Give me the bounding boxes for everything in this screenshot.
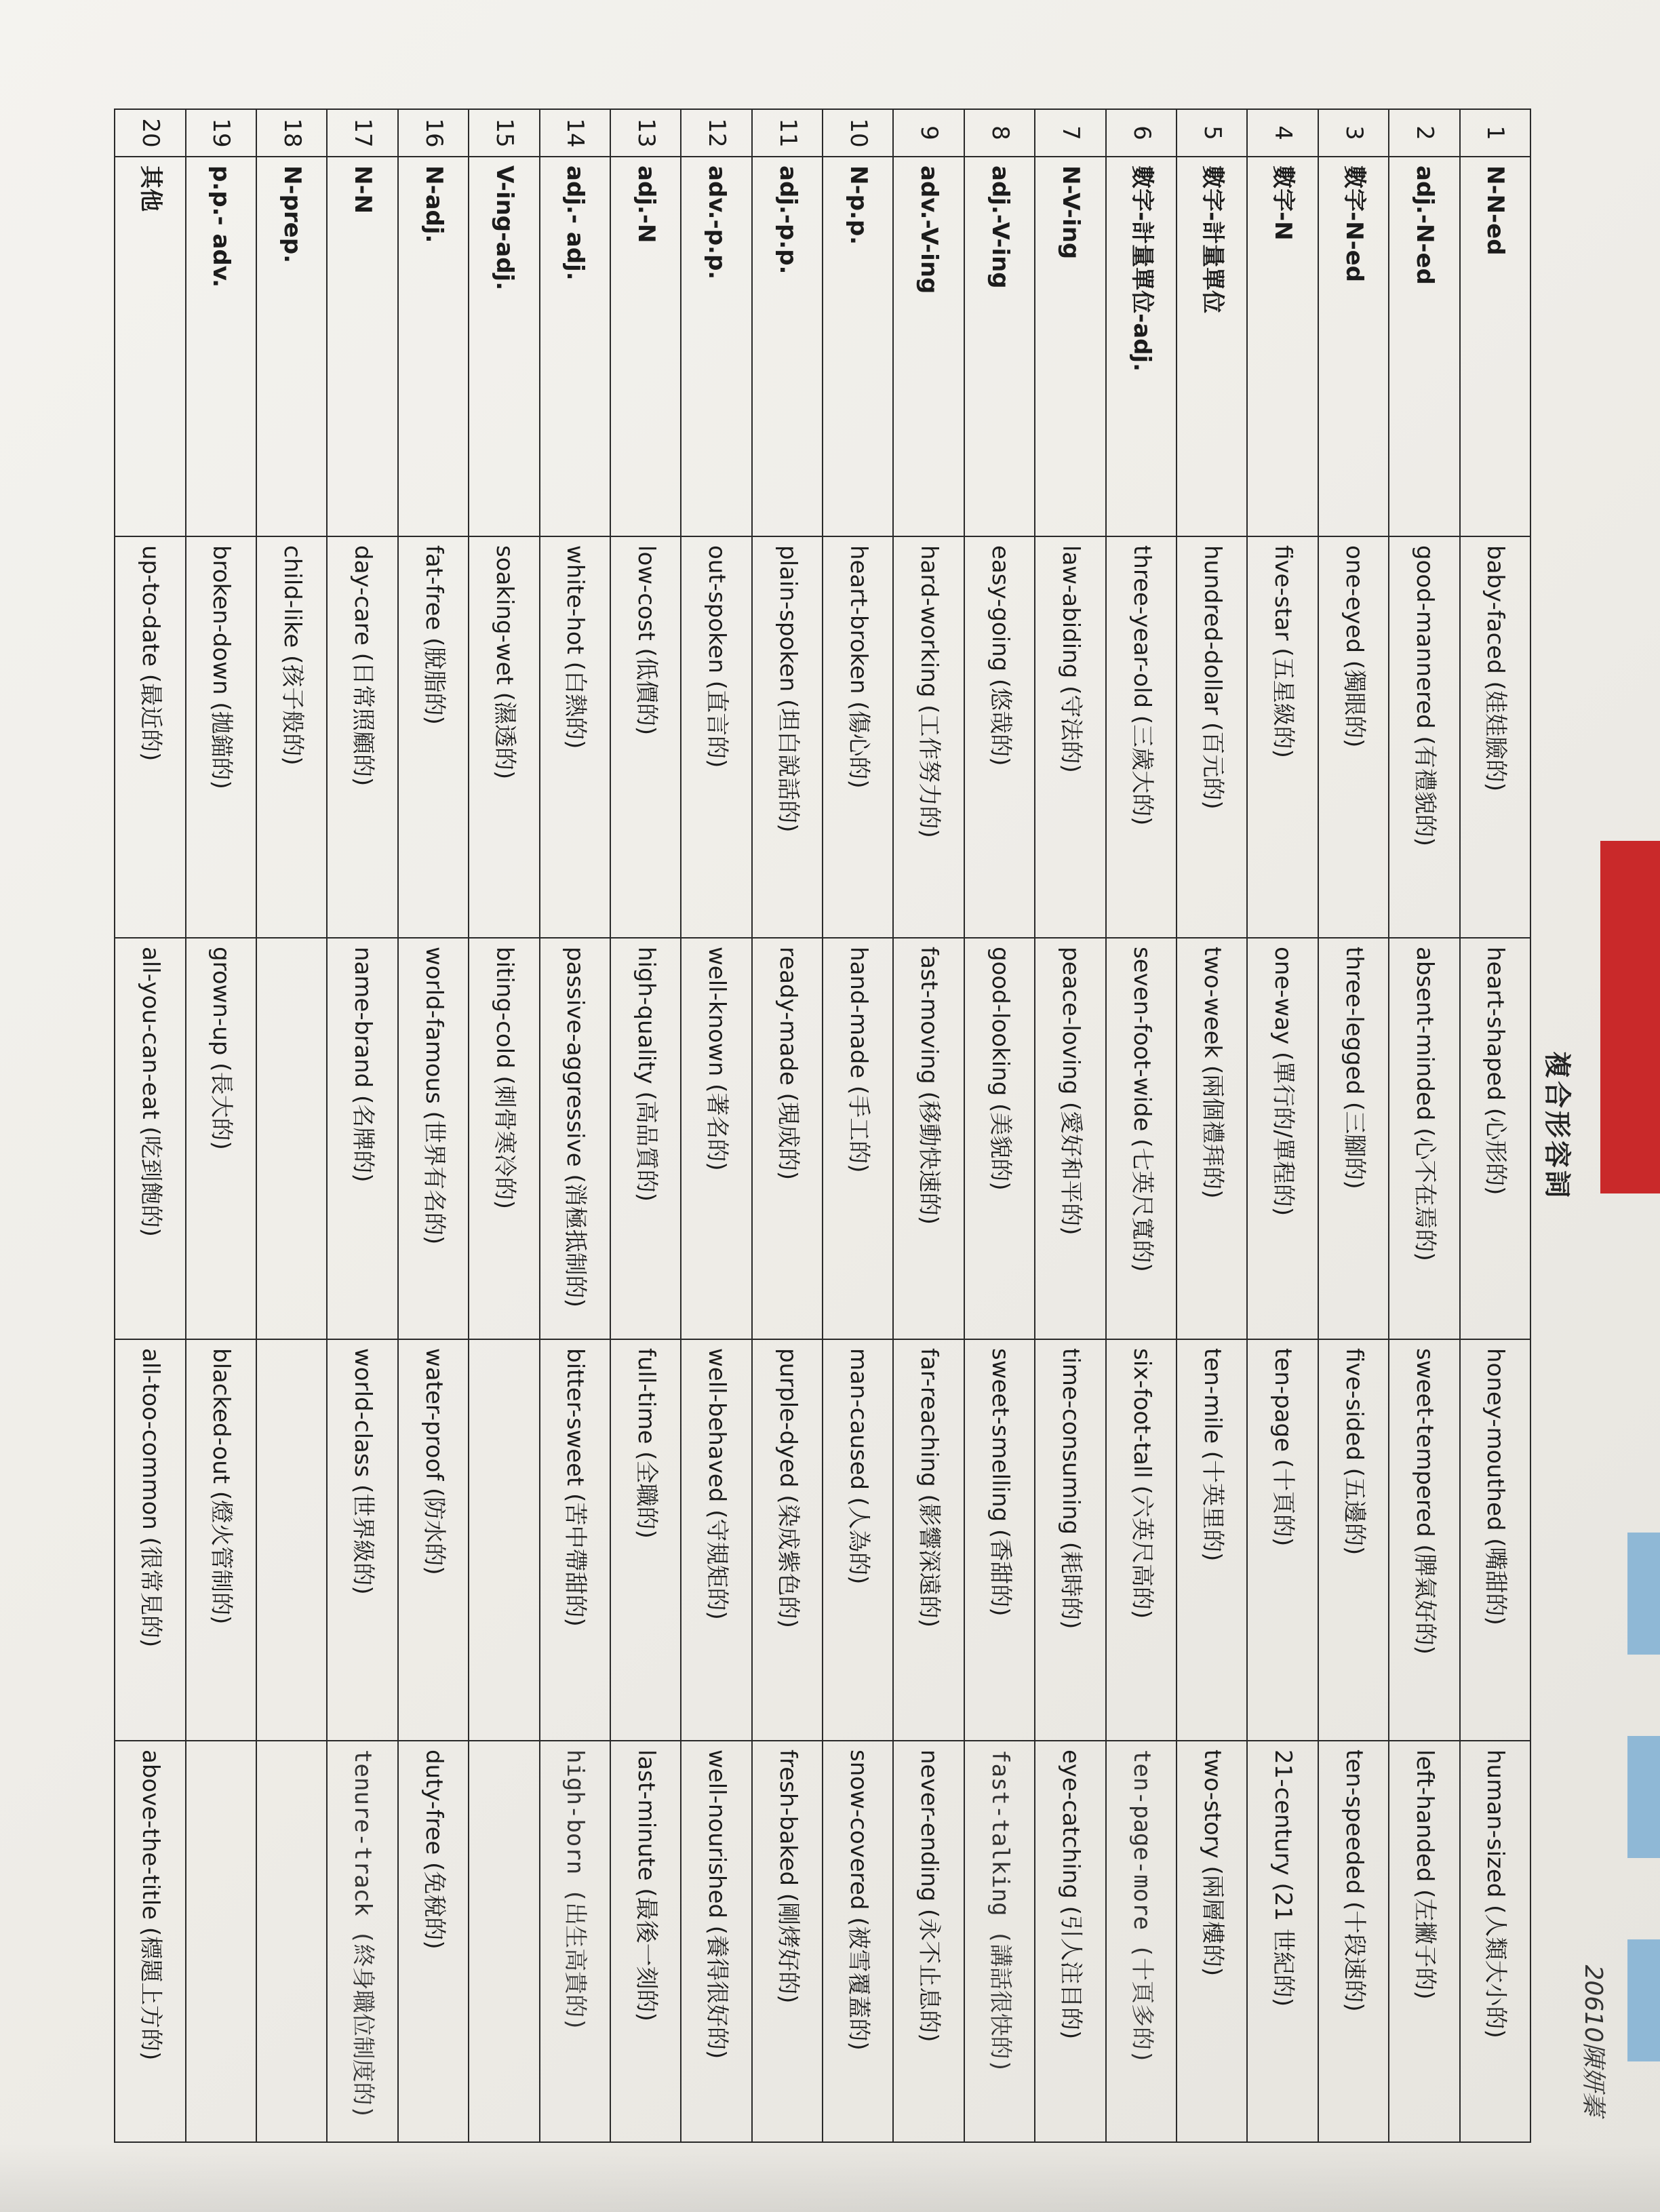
example-cell: two-story (兩層樓的) — [1177, 1741, 1247, 2142]
example-cell: ten-mile (十英里的) — [1177, 1339, 1247, 1741]
table-row — [1177, 109, 1247, 2142]
example-cell: five-star (五星級的) — [1247, 536, 1318, 938]
row-number: 6 — [1106, 109, 1177, 157]
example-cell — [256, 1339, 327, 1741]
example-cell: high-quality (高品質的) — [610, 938, 681, 1339]
pattern-cell: V-ing-adj. — [469, 157, 539, 536]
example-cell: seven-foot-wide (七英尺寬的) — [1106, 938, 1177, 1339]
example-cell: three-year-old (三歲大的) — [1106, 536, 1177, 938]
row-number: 17 — [327, 109, 397, 157]
example-cell: world-famous (世界有名的) — [398, 938, 469, 1339]
example-cell: fast-talking (講話很快的) — [964, 1741, 1035, 2142]
example-cell: heart-shaped (心形的) — [1460, 938, 1530, 1339]
row-number: 5 — [1177, 109, 1247, 157]
example-cell: sweet-smelling (香甜的) — [964, 1339, 1035, 1741]
example-cell: biting-cold (刺骨寒冷的) — [469, 938, 539, 1339]
example-cell: far-reaching (影響深遠的) — [893, 1339, 964, 1741]
row-number: 13 — [610, 109, 681, 157]
example-cell: broken-down (拋錨的) — [186, 536, 256, 938]
example-cell: 21-century (21 世紀的) — [1247, 1741, 1318, 2142]
example-cell: eye-catching (引人注目的) — [1035, 1741, 1105, 2142]
example-cell: blacked-out (燈火管制的) — [186, 1339, 256, 1741]
example-cell: well-behaved (守規矩的) — [681, 1339, 751, 1741]
row-number: 3 — [1318, 109, 1389, 157]
example-cell: baby-faced (娃娃臉的) — [1460, 536, 1530, 938]
example-cell: well-known (著名的) — [681, 938, 751, 1339]
table-row — [1106, 109, 1177, 2142]
pattern-cell: 數字-N-ed — [1318, 157, 1389, 536]
example-cell: passive-aggressive (消極抵制的) — [540, 938, 610, 1339]
row-number: 12 — [681, 109, 751, 157]
row-number: 15 — [469, 109, 539, 157]
example-cell: three-legged (三腳的) — [1318, 938, 1389, 1339]
example-cell: well-nourished (養得很好的) — [681, 1741, 751, 2142]
example-cell — [256, 938, 327, 1339]
pattern-cell: N-prep. — [256, 157, 327, 536]
example-cell: good-mannered (有禮貌的) — [1389, 536, 1459, 938]
pattern-cell: 數字-計量單位-adj. — [1106, 157, 1177, 536]
pattern-cell: N-adj. — [398, 157, 469, 536]
example-cell: up-to-date (最近的) — [115, 536, 186, 938]
example-cell: left-handed (左撇子的) — [1389, 1741, 1459, 2142]
example-cell: sweet-tempered (脾氣好的) — [1389, 1339, 1459, 1741]
example-cell: hundred-dollar (百元的) — [1177, 536, 1247, 938]
example-cell: all-too-common (很常見的) — [115, 1339, 186, 1741]
example-cell: ten-page (十頁的) — [1247, 1339, 1318, 1741]
table-row — [681, 109, 751, 2142]
example-cell: law-abiding (守法的) — [1035, 536, 1105, 938]
shadow — [0, 2143, 1660, 2212]
example-cell — [186, 1741, 256, 2142]
example-cell: honey-mouthed (嘴甜的) — [1460, 1339, 1530, 1741]
row-number: 20 — [115, 109, 186, 157]
example-cell — [469, 1741, 539, 2142]
example-cell: bitter-sweet (苦中帶甜的) — [540, 1339, 610, 1741]
example-cell: peace-loving (愛好和平的) — [1035, 938, 1105, 1339]
example-cell: above-the-title (標題上方的) — [115, 1741, 186, 2142]
author-signature: 20610陳妍蓁 — [1579, 1964, 1607, 2116]
table-row — [327, 109, 397, 2142]
pattern-cell: adv.-p.p. — [681, 157, 751, 536]
table-row — [1389, 109, 1459, 2142]
example-cell: white-hot (白熱的) — [540, 536, 610, 938]
table-row — [610, 109, 681, 2142]
row-number: 18 — [256, 109, 327, 157]
example-cell: out-spoken (直言的) — [681, 536, 751, 938]
example-cell: water-proof (防水的) — [398, 1339, 469, 1741]
table-row — [469, 109, 539, 2142]
table-row — [964, 109, 1035, 2142]
table-row — [1318, 109, 1389, 2142]
example-cell: six-foot-tall (六英尺高的) — [1106, 1339, 1177, 1741]
row-number: 8 — [964, 109, 1035, 157]
example-cell: man-caused (人為的) — [823, 1339, 893, 1741]
row-number: 11 — [752, 109, 823, 157]
pattern-cell: adj.- adj. — [540, 157, 610, 536]
row-number: 19 — [186, 109, 256, 157]
example-cell: fast-moving (移動快速的) — [893, 938, 964, 1339]
example-cell: one-eyed (獨眼的) — [1318, 536, 1389, 938]
example-cell: all-you-can-eat (吃到飽的) — [115, 938, 186, 1339]
example-cell: five-sided (五邊的) — [1318, 1339, 1389, 1741]
table-row — [752, 109, 823, 2142]
pattern-cell: adj.-N-ed — [1389, 157, 1459, 536]
example-cell: one-way (單行的/單程的) — [1247, 938, 1318, 1339]
table-row — [823, 109, 893, 2142]
example-cell: low-cost (低價的) — [610, 536, 681, 938]
document-title: 複合形容詞 — [1541, 1051, 1573, 1200]
row-number: 16 — [398, 109, 469, 157]
example-cell: heart-broken (傷心的) — [823, 536, 893, 938]
table-row — [1035, 109, 1105, 2142]
pattern-cell: adj.-p.p. — [752, 157, 823, 536]
example-cell: two-week (兩個禮拜的) — [1177, 938, 1247, 1339]
row-number: 10 — [823, 109, 893, 157]
example-cell: grown-up (長大的) — [186, 938, 256, 1339]
example-cell: high-born (出生高貴的) — [540, 1741, 610, 2142]
pattern-cell: adj.-N — [610, 157, 681, 536]
example-cell: time-consuming (耗時的) — [1035, 1339, 1105, 1741]
example-cell: soaking-wet (濕透的) — [469, 536, 539, 938]
example-cell: hand-made (手工的) — [823, 938, 893, 1339]
pattern-cell: 數字-計量單位 — [1177, 157, 1247, 536]
row-number: 1 — [1460, 109, 1530, 157]
pattern-cell: N-N — [327, 157, 397, 536]
pattern-cell: adj.-V-ing — [964, 157, 1035, 536]
example-cell: human-sized (人類大小的) — [1460, 1741, 1530, 2142]
pattern-cell: adv.-V-ing — [893, 157, 964, 536]
row-number: 4 — [1247, 109, 1318, 157]
table-row — [256, 109, 327, 2142]
example-cell — [256, 1741, 327, 2142]
example-cell: good-looking (美貌的) — [964, 938, 1035, 1339]
pattern-cell: N-p.p. — [823, 157, 893, 536]
example-cell: plain-spoken (坦白說話的) — [752, 536, 823, 938]
pattern-cell: p.p.- adv. — [186, 157, 256, 536]
example-cell: hard-working (工作努力的) — [893, 536, 964, 938]
example-cell: full-time (全職的) — [610, 1339, 681, 1741]
example-cell — [469, 1339, 539, 1741]
example-cell: tenure-track (終身職位制度的) — [327, 1741, 397, 2142]
pattern-cell: 其他 — [115, 157, 186, 536]
row-number: 9 — [893, 109, 964, 157]
row-number: 2 — [1389, 109, 1459, 157]
example-cell: world-class (世界級的) — [327, 1339, 397, 1741]
example-cell: fresh-baked (剛烤好的) — [752, 1741, 823, 2142]
example-cell: ten-speeded (十段速的) — [1318, 1741, 1389, 2142]
example-cell: last-minute (最後一刻的) — [610, 1741, 681, 2142]
pattern-cell: N-V-ing — [1035, 157, 1105, 536]
table-row — [540, 109, 610, 2142]
pattern-cell: N-N-ed — [1460, 157, 1530, 536]
pattern-cell: 數字-N — [1247, 157, 1318, 536]
example-cell: day-care (日常照顧的) — [327, 536, 397, 938]
example-cell: ten-page-more (十頁多的) — [1106, 1741, 1177, 2142]
table-body — [115, 109, 1530, 2142]
example-cell: purple-dyed (染成紫色的) — [752, 1339, 823, 1741]
example-cell: child-like (孩子般的) — [256, 536, 327, 938]
example-cell: absent-minded (心不在焉的) — [1389, 938, 1459, 1339]
example-cell: duty-free (免稅的) — [398, 1741, 469, 2142]
table-row — [893, 109, 964, 2142]
table-row — [115, 109, 186, 2142]
compound-adjective-table — [114, 108, 1531, 2143]
example-cell: never-ending (永不止息的) — [893, 1741, 964, 2142]
table-row — [1247, 109, 1318, 2142]
example-cell: name-brand (名牌的) — [327, 938, 397, 1339]
table-row — [398, 109, 469, 2142]
table-row — [186, 109, 256, 2142]
row-number: 14 — [540, 109, 610, 157]
example-cell: ready-made (現成的) — [752, 938, 823, 1339]
table-row — [1460, 109, 1530, 2142]
example-cell: easy-going (悠哉的) — [964, 536, 1035, 938]
example-cell: snow-covered (被雪覆蓋的) — [823, 1741, 893, 2142]
example-cell: fat-free (脫脂的) — [398, 536, 469, 938]
row-number: 7 — [1035, 109, 1105, 157]
